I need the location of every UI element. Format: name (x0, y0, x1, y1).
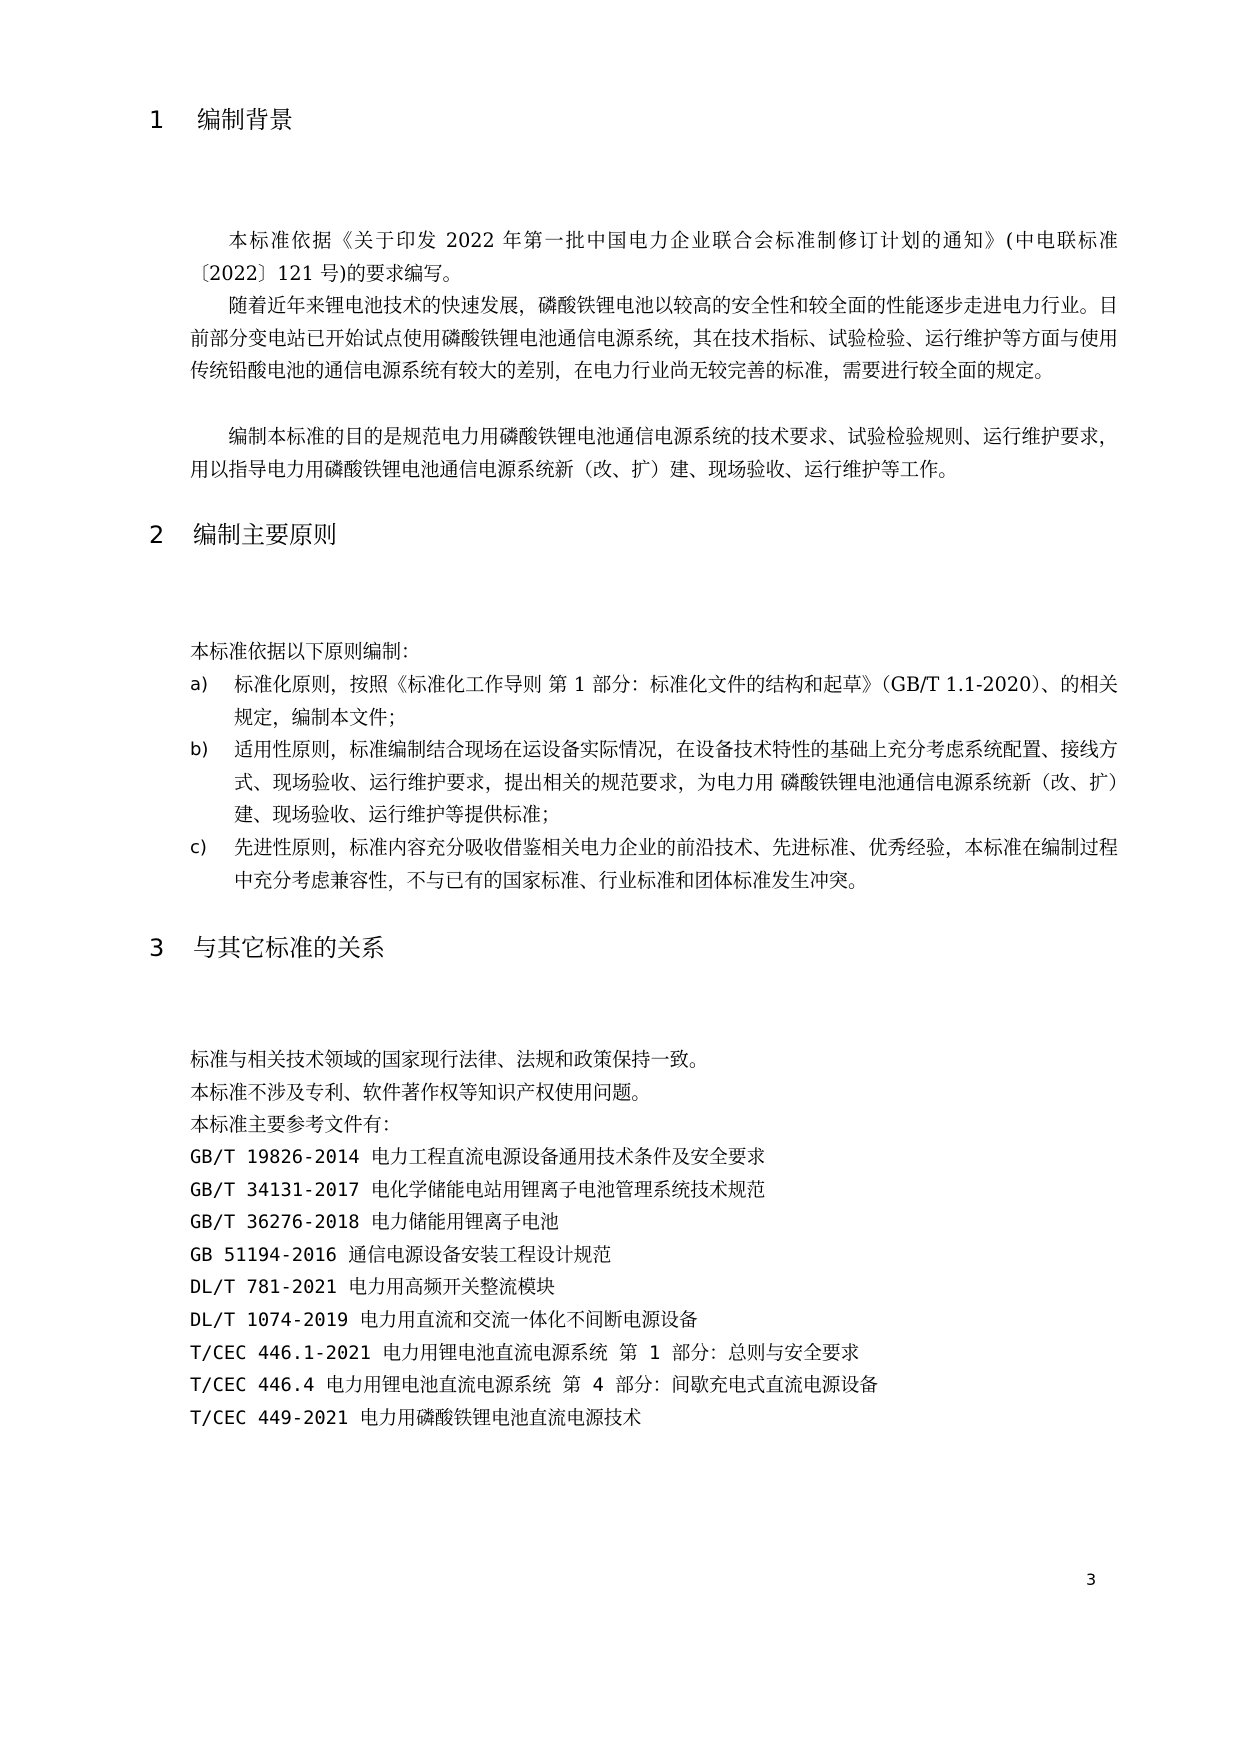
section-number: 2 (149, 521, 165, 549)
paragraph: 本标准依据《关于印发 2022 年第一批中国电力企业联合会标准制修订计划的通知》(中电联标准〔2022〕121 号)的要求编写。 (190, 229, 1118, 285)
reference-item: GB/T 19826-2014 电力工程直流电源设备通用技术条件及安全要求 (190, 1147, 766, 1168)
body-line: 标准与相关技术领域的国家现行法律、法规和政策保持一致。 (190, 1048, 709, 1071)
intro-line: 本标准依据以下原则编制： (190, 640, 421, 663)
section-title: 编制背景 (197, 106, 293, 134)
list-item-text: 先进性原则，标准内容充分吸收借鉴相关电力企业的前沿技术、先进标准、优秀经验，本标准在编制过程中充分考虑兼容性，不与已有的国家标准、行业标准和团体标准发生冲突。 (234, 836, 1118, 892)
list-marker: b) (190, 739, 209, 760)
section-heading-2 (149, 519, 337, 551)
section-title: 编制主要原则 (193, 521, 337, 549)
list-marker: a) (190, 674, 209, 695)
reference-item: GB/T 36276-2018 电力储能用锂离子电池 (190, 1212, 559, 1234)
list-item (190, 832, 1118, 897)
page-number: 3 (1086, 1570, 1097, 1589)
section-number: 1 (149, 106, 165, 134)
section-heading-3 (149, 932, 385, 964)
paragraph: 编制本标准的目的是规范电力用磷酸铁锂电池通信电源系统的技术要求、试验检验规则、运行维护要求，用以指导电力用磷酸铁锂电池通信电源系统新（改、扩）建、现场验收、运行维护等工作。 (190, 425, 1118, 481)
reference-item: GB/T 34131-2017 电化学储能电站用锂离子电池管理系统技术规范 (190, 1179, 766, 1201)
list-item-text: 标准化原则，按照《标准化工作导则 第 1 部分：标准化文件的结构和起草》（GB/T 1.1-2020）、的相关规定，编制本文件； (234, 673, 1118, 729)
list-item (190, 669, 1118, 734)
body-line: 本标准主要参考文件有： (190, 1113, 402, 1136)
reference-item: GB 51194-2016 通信电源设备安装工程设计规范 (190, 1244, 612, 1266)
section-title: 与其它标准的关系 (193, 934, 385, 962)
list-marker: c) (190, 837, 207, 858)
reference-item: T/CEC 449-2021 电力用磷酸铁锂电池直流电源技术 (190, 1407, 642, 1429)
reference-item: T/CEC 446.4 电力用锂电池直流电源系统 第 4 部分：间歇充电式直流电源设备 (190, 1375, 879, 1397)
section-heading-1 (149, 104, 293, 136)
body-line: 本标准不涉及专利、软件著作权等知识产权使用问题。 (190, 1081, 651, 1104)
reference-list (190, 1142, 878, 1435)
section-number: 3 (149, 934, 165, 962)
paragraph: 随着近年来锂电池技术的快速发展，磷酸铁锂电池以较高的安全性和较全面的性能逐步走进电力行业。目前部分变电站已开始试点使用磷酸铁锂电池通信电源系统，其在技术指标、试验检验、运行维护等方面与使用传统铅酸电池的通信电源系统有较大的差别，在电力行业尚无较完善的标准，需要进行较全面的规定。 (190, 294, 1118, 383)
reference-item: DL/T 781-2021 电力用高频开关整流模块 (190, 1277, 555, 1299)
reference-item: T/CEC 446.1-2021 电力用锂电池直流电源系统 第 1 部分：总则与安全要求 (190, 1342, 860, 1364)
reference-item: DL/T 1074-2019 电力用直流和交流一体化不间断电源设备 (190, 1309, 698, 1331)
list-item-text: 适用性原则，标准编制结合现场在运设备实际情况，在设备技术特性的基础上充分考虑系统配置、接线方式、现场验收、运行维护要求，提出相关的规范要求，为电力用 磷酸铁锂电池通信电源系统新（改、扩）建、现场验收、运行维护等提供标准； (234, 738, 1118, 827)
list-item (190, 734, 1118, 832)
